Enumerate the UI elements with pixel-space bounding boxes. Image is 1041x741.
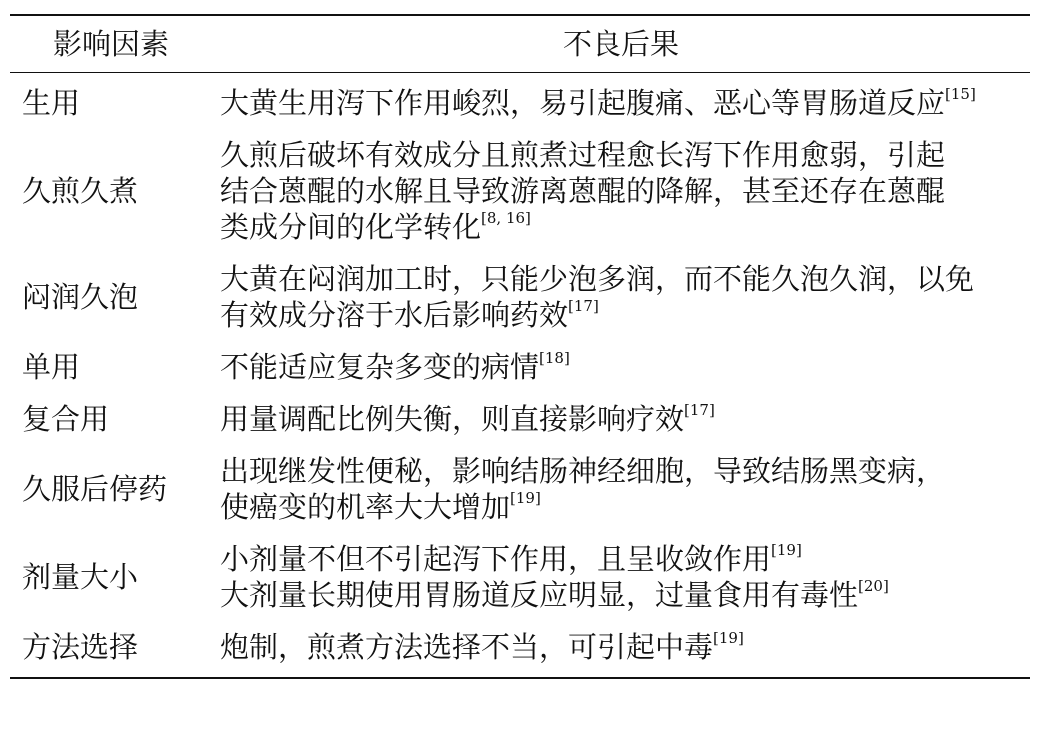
adverse-effects-table bbox=[10, 14, 1030, 679]
citation-ref: [17] bbox=[684, 401, 715, 419]
effect-line bbox=[220, 137, 1024, 173]
effect-text: 小剂量不但不引起泻下作用，且呈收敛作用 bbox=[220, 542, 772, 576]
effect-line bbox=[220, 577, 1024, 613]
table-body bbox=[10, 73, 1030, 679]
table-header bbox=[10, 15, 1030, 73]
effect-text: 结合蒽醌的水解且导致游离蒽醌的降解，甚至还存在蒽醌 bbox=[220, 174, 946, 208]
citation-ref: [19] bbox=[713, 629, 744, 647]
effect-cell bbox=[212, 129, 1030, 253]
factor-cell: 剂量大小 bbox=[22, 560, 139, 594]
header-row bbox=[10, 15, 1030, 73]
effect-line bbox=[220, 453, 1024, 489]
citation-ref: [15] bbox=[945, 85, 976, 103]
effect-line bbox=[220, 629, 1024, 665]
table-row bbox=[10, 393, 1030, 445]
effect-text: 类成分间的化学转化 bbox=[220, 210, 482, 244]
effect-cell bbox=[212, 393, 1030, 445]
effect-cell bbox=[212, 73, 1030, 130]
table-row bbox=[10, 621, 1030, 678]
table-row bbox=[10, 129, 1030, 253]
effect-line bbox=[220, 261, 1024, 297]
factor-cell: 久煎久煮 bbox=[22, 174, 139, 208]
effect-line bbox=[220, 209, 1024, 245]
effect-text: 用量调配比例失衡，则直接影响疗效 bbox=[220, 402, 685, 436]
factor-cell: 复合用 bbox=[22, 402, 110, 436]
header-effect: 不良后果 bbox=[562, 27, 679, 61]
effect-line bbox=[220, 401, 1024, 437]
citation-ref: [17] bbox=[568, 297, 599, 315]
citation-ref: [19] bbox=[510, 489, 541, 507]
effect-text: 久煎后破坏有效成分且煎煮过程愈长泻下作用愈弱，引起 bbox=[220, 138, 946, 172]
effect-line bbox=[220, 541, 1024, 577]
effect-line bbox=[220, 85, 1024, 121]
effect-cell bbox=[212, 253, 1030, 341]
citation-ref: [18] bbox=[539, 349, 570, 367]
citation-ref: [8, 16] bbox=[481, 209, 531, 227]
table-row bbox=[10, 533, 1030, 621]
effect-text: 有效成分溶于水后影响药效 bbox=[220, 298, 569, 332]
table-row bbox=[10, 341, 1030, 393]
factor-cell: 单用 bbox=[22, 350, 81, 384]
header-factor: 影响因素 bbox=[52, 27, 169, 61]
factor-cell: 久服后停药 bbox=[22, 472, 168, 506]
effect-text: 使癌变的机率大大增加 bbox=[220, 490, 511, 524]
factor-cell: 生用 bbox=[22, 86, 81, 120]
effect-line bbox=[220, 349, 1024, 385]
citation-ref: [20] bbox=[858, 577, 889, 595]
effect-text: 大黄生用泻下作用峻烈，易引起腹痛、恶心等胃肠道反应 bbox=[220, 86, 946, 120]
citation-ref: [19] bbox=[771, 541, 802, 559]
effect-line bbox=[220, 297, 1024, 333]
factor-cell: 闷润久泡 bbox=[22, 280, 139, 314]
table-row bbox=[10, 445, 1030, 533]
table-row bbox=[10, 253, 1030, 341]
effect-line bbox=[220, 173, 1024, 209]
factor-cell: 方法选择 bbox=[22, 630, 139, 664]
effect-text: 大剂量长期使用胃肠道反应明显，过量食用有毒性 bbox=[220, 578, 859, 612]
effect-text: 出现继发性便秘，影响结肠神经细胞，导致结肠黑变病， bbox=[220, 454, 946, 488]
effect-cell bbox=[212, 621, 1030, 678]
effect-text: 大黄在闷润加工时，只能少泡多润，而不能久泡久润，以免 bbox=[220, 262, 975, 296]
effect-text: 不能适应复杂多变的病情 bbox=[220, 350, 540, 384]
effect-line bbox=[220, 489, 1024, 525]
effect-cell bbox=[212, 341, 1030, 393]
effect-cell bbox=[212, 533, 1030, 621]
effect-text: 炮制，煎煮方法选择不当，可引起中毒 bbox=[220, 630, 714, 664]
effect-cell bbox=[212, 445, 1030, 533]
table-row bbox=[10, 73, 1030, 130]
